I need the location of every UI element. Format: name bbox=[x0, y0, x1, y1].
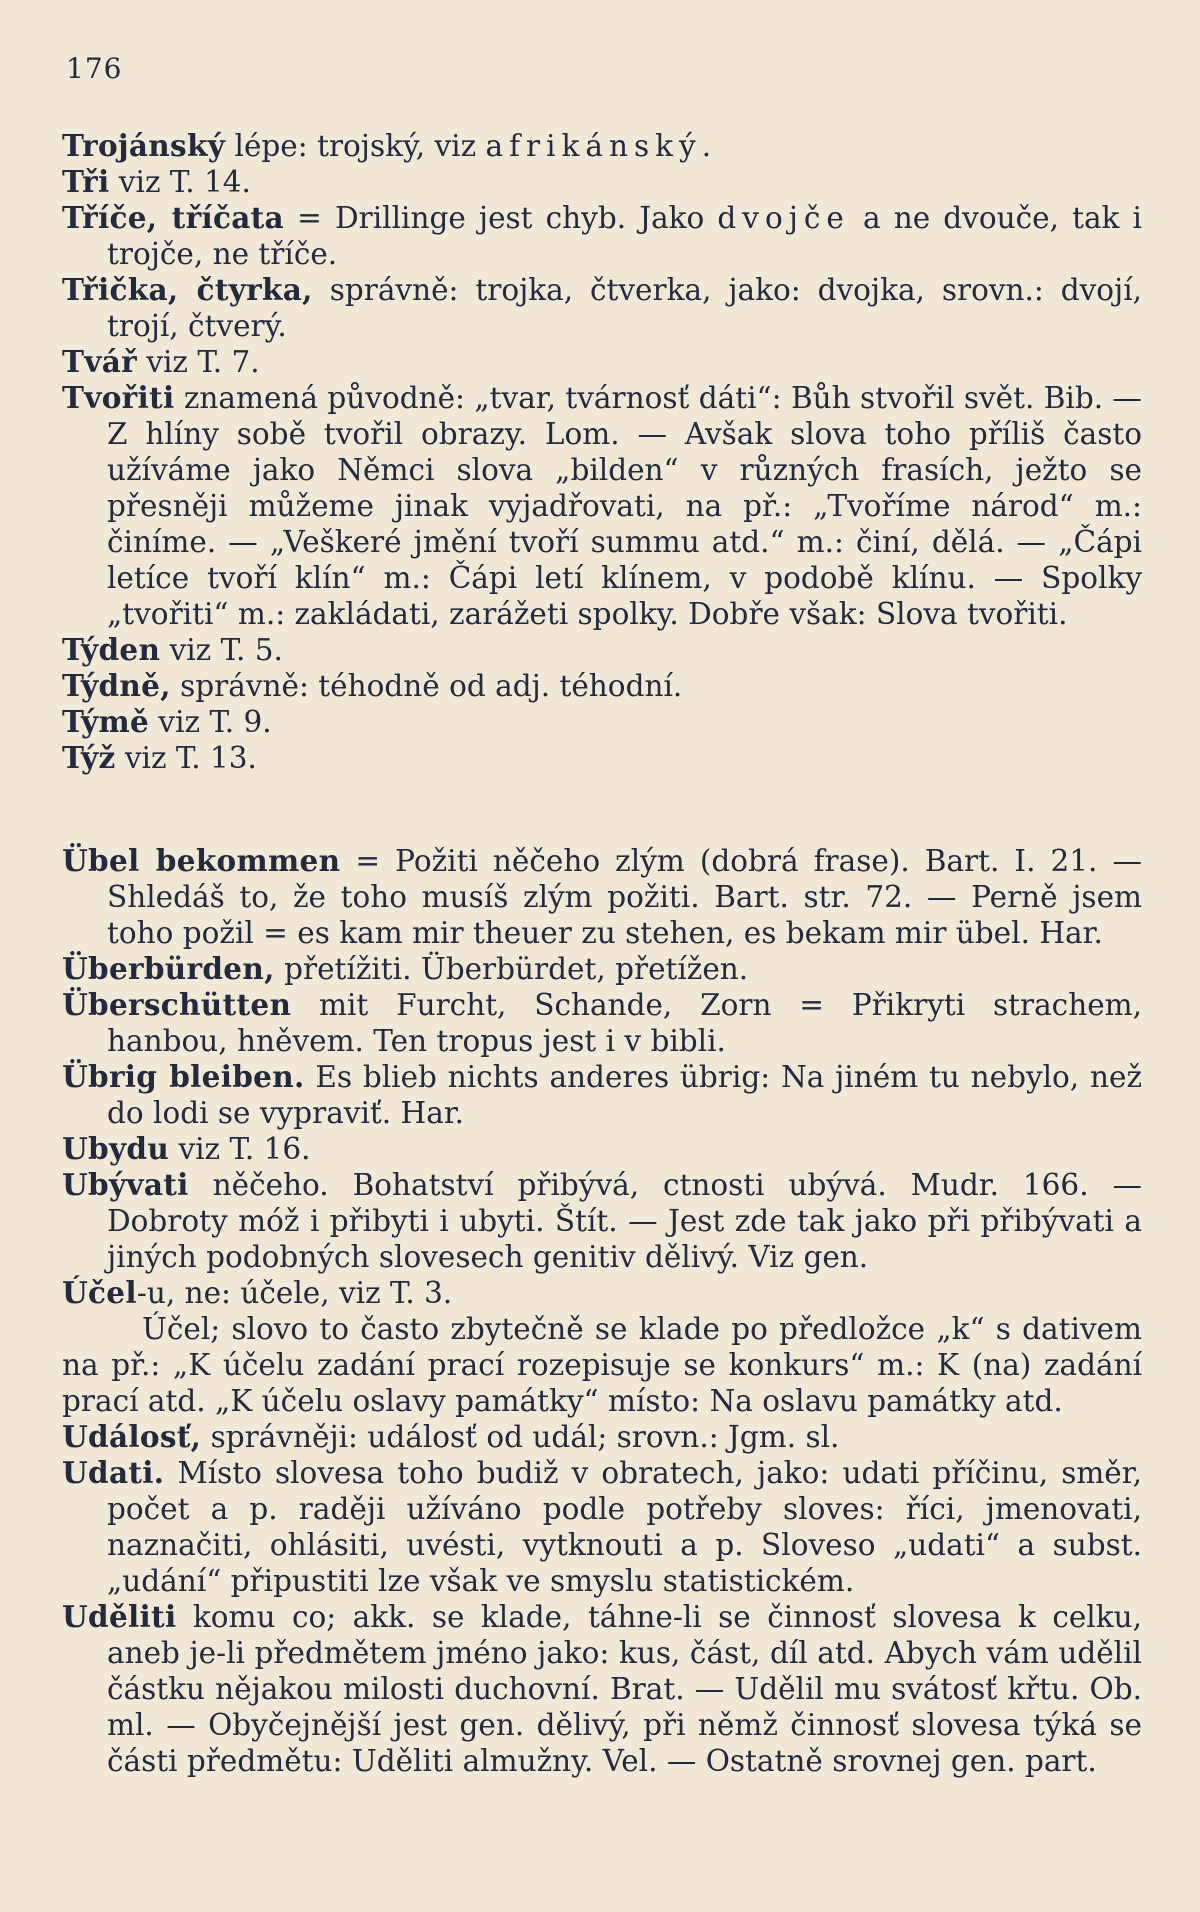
entry-udati bbox=[62, 1455, 1142, 1599]
entry-headword: Třička, čtyrka, bbox=[62, 272, 313, 307]
entry-headword: Tři bbox=[62, 164, 110, 199]
entry-headword: Übrig bleiben. bbox=[62, 1059, 305, 1094]
entry-text: viz T. 7. bbox=[136, 345, 260, 379]
entry-ubyvati bbox=[62, 1167, 1142, 1275]
entry-tyz bbox=[62, 740, 1142, 776]
entry-text: viz T. 9. bbox=[149, 705, 272, 739]
entry-text: = Drillinge jest chyb. Jako bbox=[283, 201, 718, 235]
entry-headword: Účel bbox=[62, 1275, 137, 1310]
entry-headword: Überbürden, bbox=[62, 951, 275, 986]
entry-text: správněji: událosť od udál; srovn.: Jgm. sl. bbox=[201, 1420, 840, 1454]
entry-tydne bbox=[62, 668, 1142, 704]
entry-text: Es blieb nichts anderes übrig: Na jiném tu nebylo, než do lodi se vypraviť. Har. bbox=[107, 1060, 1142, 1130]
entry-tyden bbox=[62, 632, 1142, 668]
entry-spaced: afrikánský bbox=[485, 129, 702, 163]
entry-text: mit Furcht, Schande, Zorn = Přikryti strachem, hanbou, hněvem. Ten tropus jest i v bibli. bbox=[107, 988, 1142, 1058]
entry-headword: Ubývati bbox=[62, 1167, 189, 1202]
entry-text: Účel; slovo to často zbytečně se klade po předložce „k“ s dativem na př.: „K účelu zadání prací rozepisuje se konkurs“ m.: K (na) zadání prací atd. „K účelu oslavy památky“ místo: Na oslavu památky atd. bbox=[62, 1312, 1142, 1418]
entry-ucel-paragraph bbox=[62, 1311, 1142, 1419]
entry-udalost bbox=[62, 1419, 1142, 1455]
entry-text: viz T. 14. bbox=[109, 165, 251, 199]
entry-headword: Událosť, bbox=[62, 1419, 202, 1454]
entry-ucel bbox=[62, 1275, 1142, 1311]
entry-text: viz T. 16. bbox=[169, 1132, 311, 1166]
entry-headword: Udati. bbox=[62, 1455, 165, 1490]
entry-text: Místo slovesa toho budiž v obratech, jako: udati příčinu, směr, počet a p. raději užíváno podle potřeby sloves: říci, jmenovati, naznačiti, ohlásiti, uvésti, vytknouti a p. Sloveso „udati“ a subst. „udání“ připustiti lze však ve smyslu statistickém. bbox=[107, 1456, 1142, 1598]
dictionary-section-u bbox=[62, 843, 1142, 1779]
entry-headword: Übel bekommen bbox=[62, 843, 341, 878]
entry-headword: Tvořiti bbox=[62, 380, 175, 415]
entry-tricka bbox=[62, 272, 1142, 344]
entry-spaced: dvojče bbox=[717, 201, 850, 235]
dictionary-section-t bbox=[62, 128, 1142, 776]
entry-text: = Požiti něčeho zlým (dobrá frase). Bart. I. 21. — Shledáš to, že toho musíš zlým požiti. Bart. str. 72. — Perně jsem toho požil = es kam mir theuer zu stehen, es bekam mir übel. Har. bbox=[107, 844, 1142, 950]
page-number: 176 bbox=[66, 52, 123, 85]
entry-trice bbox=[62, 200, 1142, 272]
entry-headword: Überschütten bbox=[62, 987, 292, 1022]
entry-uberburden bbox=[62, 951, 1142, 987]
entry-headword: Týden bbox=[62, 632, 161, 667]
entry-headword: Ubydu bbox=[62, 1131, 170, 1166]
entry-headword: Tvář bbox=[62, 344, 137, 379]
entry-ubydu bbox=[62, 1131, 1142, 1167]
entry-headword: Trojánský bbox=[62, 128, 226, 163]
entry-tyme bbox=[62, 704, 1142, 740]
entry-headword: Týž bbox=[62, 740, 116, 775]
entry-tri bbox=[62, 164, 1142, 200]
entry-tvar bbox=[62, 344, 1142, 380]
entry-tail: . bbox=[701, 129, 712, 163]
entry-headword: Tříče, tříčata bbox=[62, 200, 284, 235]
entry-headword: Týmě bbox=[62, 704, 150, 739]
entry-uberschutten bbox=[62, 987, 1142, 1059]
entry-ubrig-bleiben bbox=[62, 1059, 1142, 1131]
entry-text: znamená původně: „tvar, tvárnosť dáti“: Bůh stvořil svět. Bib. — Z hlíny sobě tvořil obrazy. Lom. — Avšak slova toho příliš často užíváme jako Němci slova „bilden“ v různých frasích, ježto se přesněji můžeme jinak vyjadřovati, na př.: „Tvoříme národ“ m.: činíme. — „Veškeré jmění tvoří summu atd.“ m.: činí, dělá. — „Čápi letíce tvoří klín“ m.: Čápi letí klínem, v podobě klínu. — Spolky „tvořiti“ m.: zakládati, zarážeti spolky. Dobře však: Slova tvořiti. bbox=[107, 381, 1142, 631]
entry-text: -u, ne: účele, viz T. 3. bbox=[136, 1276, 453, 1310]
entry-trojansky bbox=[62, 128, 1142, 164]
entry-text: lépe: trojský, viz bbox=[225, 129, 486, 163]
entry-tvoriti bbox=[62, 380, 1142, 632]
entry-udeliti bbox=[62, 1599, 1142, 1779]
entry-text: viz T. 13. bbox=[115, 741, 257, 775]
entry-text: viz T. 5. bbox=[160, 633, 283, 667]
entry-text: něčeho. Bohatství přibývá, ctnosti ubývá. Mudr. 166. — Dobroty móž i přibyti i ubyti. Štít. — Jest zde tak jako při přibývati a jiných podobných slovesech genitiv dělivý. Viz gen. bbox=[107, 1168, 1142, 1274]
entry-text: správně: téhodně od adj. téhodní. bbox=[170, 669, 683, 703]
entry-text: přetížiti. Überbürdet, přetížen. bbox=[274, 952, 749, 986]
entry-text: komu co; akk. se klade, táhne-li se činnosť slovesa k celku, aneb je-li předmětem jméno jako: kus, část, díl atd. Abych vám udělil částku nějakou milosti duchovní. Brat. — Udělil mu svátosť křtu. Ob. ml. — Obyčejnější jest gen. dělivý, při němž činnosť slovesa týká se části předmětu: Uděliti almužny. Vel. — Ostatně srovnej gen. part. bbox=[107, 1600, 1142, 1778]
entry-tail: a ne dvouče, tak i trojče, ne tříče. bbox=[107, 201, 1142, 271]
entry-headword: Uděliti bbox=[62, 1599, 177, 1634]
entry-ubel-bekommen bbox=[62, 843, 1142, 951]
entry-text: správně: trojka, čtverka, jako: dvojka, srovn.: dvojí, trojí, čtverý. bbox=[107, 273, 1143, 343]
entry-headword: Týdně, bbox=[62, 668, 171, 703]
